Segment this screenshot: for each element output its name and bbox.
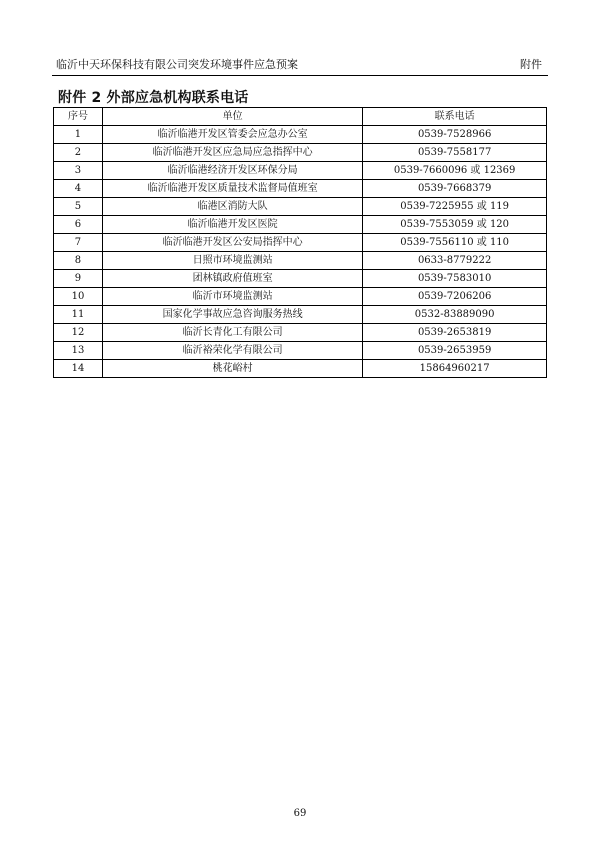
column-header-number: 序号 [54,108,103,126]
row-number: 8 [54,252,103,270]
unit-name: 日照市环境监测站 [102,252,362,270]
row-number: 7 [54,234,103,252]
table-row [54,342,547,360]
table-row [54,288,547,306]
column-header-phone: 联系电话 [363,108,547,126]
table-row [54,162,547,180]
unit-name: 临沂临港经济开发区环保分局 [102,162,362,180]
phone-number: 0539-7583010 [363,270,547,288]
table-row [54,324,547,342]
table-row [54,144,547,162]
table-row [54,216,547,234]
table-row [54,198,547,216]
unit-name: 临沂市环境监测站 [102,288,362,306]
row-number: 10 [54,288,103,306]
section-title: 附件 2 外部应急机构联系电话 [58,90,249,106]
phone-number: 0539-7225955 或 119 [363,198,547,216]
document-title: 临沂中天环保科技有限公司突发环境事件应急预案 [56,58,298,71]
table-row [54,306,547,324]
phone-number: 0539-2653959 [363,342,547,360]
phone-number: 0539-7660096 或 12369 [363,162,547,180]
column-header-unit: 单位 [102,108,362,126]
page-number: 69 [293,808,307,819]
phone-number: 15864960217 [363,360,547,378]
table-header-row [54,108,547,126]
row-number: 14 [54,360,103,378]
unit-name: 临沂临港开发区医院 [102,216,362,234]
unit-name: 临沂临港开发区应急局应急指挥中心 [102,144,362,162]
header-divider [52,75,548,76]
unit-name: 国家化学事故应急咨询服务热线 [102,306,362,324]
phone-number: 0539-2653819 [363,324,547,342]
page-header [52,56,548,74]
unit-name: 临沂临港开发区公安局指挥中心 [102,234,362,252]
phone-number: 0539-7553059 或 120 [363,216,547,234]
table-row [54,126,547,144]
table-row [54,360,547,378]
table-row [54,234,547,252]
row-number: 13 [54,342,103,360]
unit-name: 临港区消防大队 [102,198,362,216]
table-row [54,180,547,198]
row-number: 12 [54,324,103,342]
row-number: 4 [54,180,103,198]
phone-number: 0539-7556110 或 110 [363,234,547,252]
table-body [54,126,547,378]
phone-number: 0539-7206206 [363,288,547,306]
row-number: 1 [54,126,103,144]
unit-name: 临沂临港开发区管委会应急办公室 [102,126,362,144]
phone-number: 0633-8779222 [363,252,547,270]
row-number: 5 [54,198,103,216]
unit-name: 团林镇政府值班室 [102,270,362,288]
row-number: 2 [54,144,103,162]
contacts-table [53,107,547,378]
phone-number: 0532-83889090 [363,306,547,324]
row-number: 3 [54,162,103,180]
table-row [54,270,547,288]
phone-number: 0539-7558177 [363,144,547,162]
phone-number: 0539-7668379 [363,180,547,198]
header-section-label: 附件 [520,58,542,71]
row-number: 6 [54,216,103,234]
row-number: 11 [54,306,103,324]
unit-name: 临沂裕荣化学有限公司 [102,342,362,360]
unit-name: 桃花峪村 [102,360,362,378]
unit-name: 临沂临港开发区质量技术监督局值班室 [102,180,362,198]
phone-number: 0539-7528966 [363,126,547,144]
unit-name: 临沂长青化工有限公司 [102,324,362,342]
table-row [54,252,547,270]
row-number: 9 [54,270,103,288]
